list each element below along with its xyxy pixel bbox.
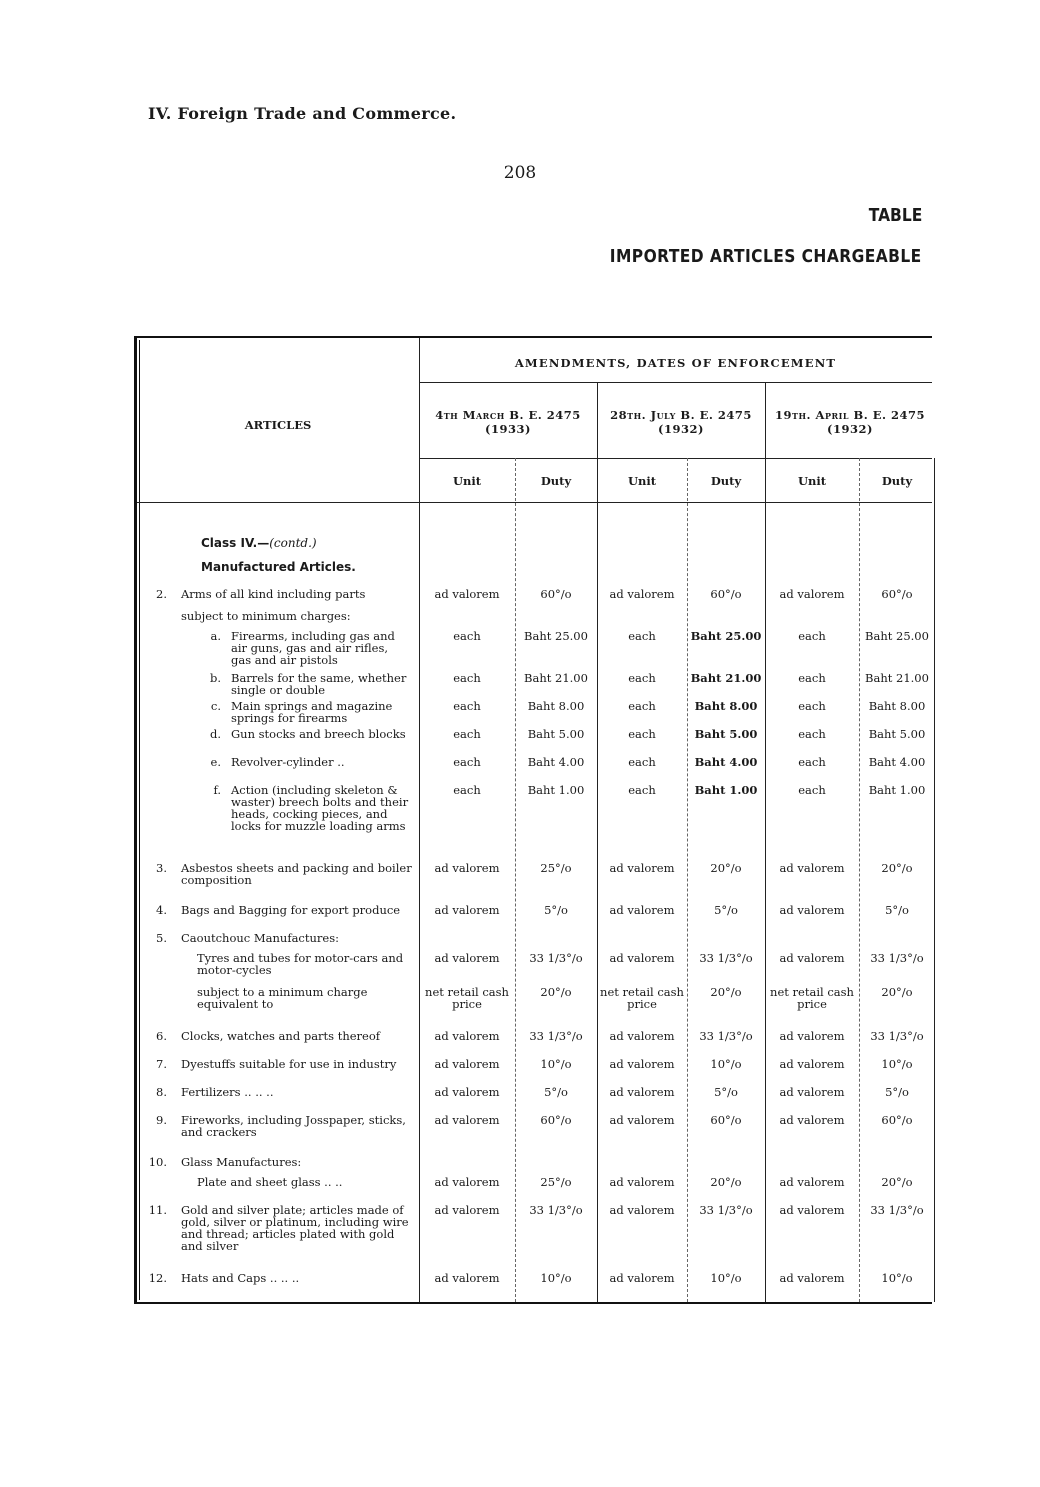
- duty-cell: 33 1/3°/o: [870, 951, 924, 965]
- date-col-2: [597, 408, 765, 436]
- unit-cell: ad valorem: [779, 861, 845, 875]
- article-text: Gold and silver plate; articles made of gold, silver or platinum, including wire and thread; articles plated with gold and silver: [181, 1203, 409, 1253]
- article-text: Main springs and magazine springs for firearms: [231, 699, 393, 725]
- article-text: Gun stocks and breech blocks: [231, 727, 406, 741]
- duty-cell: Baht 5.00: [868, 727, 926, 741]
- duty-cell: 5°/o: [544, 1085, 568, 1099]
- duty-cell: Baht 8.00: [694, 699, 758, 713]
- duty-cell: Baht 4.00: [527, 755, 585, 769]
- amendments-header: AMENDMENTS, DATES OF ENFORCEMENT: [514, 356, 837, 370]
- duty-cell: 60°/o: [710, 587, 742, 601]
- unit-cell: ad valorem: [609, 1203, 675, 1217]
- unit-cell: each: [453, 671, 481, 685]
- duty-header-1: Duty: [540, 474, 572, 488]
- article-text: Caoutchouc Manufactures:: [181, 931, 339, 945]
- duty-cell: 5°/o: [714, 903, 738, 917]
- article-text: Clocks, watches and parts thereof: [181, 1029, 381, 1043]
- unit-cell: ad valorem: [434, 1113, 500, 1127]
- duty-cell: 25°/o: [540, 861, 572, 875]
- unit-cell: ad valorem: [609, 1085, 675, 1099]
- article-text: Asbestos sheets and packing and boiler composition: [181, 861, 412, 887]
- date-col-3-date: 19th. April B. E. 2475: [775, 408, 925, 422]
- article-text: Glass Manufactures:: [181, 1155, 302, 1169]
- item-number: 3.: [156, 861, 167, 875]
- duty-cell: 20°/o: [881, 861, 913, 875]
- unit-cell: each: [628, 629, 656, 643]
- duty-cell: 25°/o: [540, 1175, 572, 1189]
- unit-cell: ad valorem: [434, 1175, 500, 1189]
- item-letter: d.: [209, 727, 221, 741]
- unit-cell: each: [798, 755, 826, 769]
- unit-cell: ad valorem: [434, 1203, 500, 1217]
- duty-cell: 20°/o: [710, 985, 742, 999]
- duty-cell: 5°/o: [885, 1085, 909, 1099]
- duty-cell: Baht 21.00: [865, 671, 929, 685]
- unit-cell: each: [628, 727, 656, 741]
- duty-cell: 60°/o: [881, 587, 913, 601]
- unit-cell: ad valorem: [434, 1057, 500, 1071]
- duty-cell: 60°/o: [540, 1113, 572, 1127]
- unit-cell: ad valorem: [779, 1029, 845, 1043]
- article-text: Revolver-cylinder ..: [231, 755, 345, 769]
- article-text: Fireworks, including Josspaper, sticks, and crackers: [181, 1113, 406, 1139]
- class-heading-label: Class IV.—: [201, 536, 270, 550]
- unit-cell: each: [798, 671, 826, 685]
- unit-cell: net retail cash price: [770, 985, 854, 1011]
- unit-cell: ad valorem: [779, 587, 845, 601]
- unit-cell: ad valorem: [779, 1113, 845, 1127]
- duty-cell: 33 1/3°/o: [699, 951, 753, 965]
- duty-cell: 60°/o: [710, 1113, 742, 1127]
- duty-header-3: Duty: [881, 474, 913, 488]
- article-text: subject to minimum charges:: [181, 609, 351, 623]
- duty-cell: 33 1/3°/o: [699, 1203, 753, 1217]
- duty-cell: Baht 1.00: [694, 783, 758, 797]
- unit-cell: net retail cash price: [425, 985, 509, 1011]
- article-text: Barrels for the same, whether single or double: [231, 671, 407, 697]
- table-label: TABLE: [868, 205, 922, 226]
- duty-cell: Baht 1.00: [868, 783, 926, 797]
- duty-cell: Baht 5.00: [694, 727, 758, 741]
- unit-cell: ad valorem: [434, 861, 500, 875]
- article-text: Hats and Caps .. .. ..: [181, 1271, 300, 1285]
- unit-cell: each: [628, 671, 656, 685]
- duty-cell: 33 1/3°/o: [870, 1203, 924, 1217]
- unit-cell: ad valorem: [609, 1113, 675, 1127]
- unit-cell: each: [453, 727, 481, 741]
- unit-cell: each: [798, 629, 826, 643]
- unit-cell: ad valorem: [609, 1057, 675, 1071]
- unit-cell: ad valorem: [609, 1271, 675, 1285]
- class-subheading: Manufactured Articles.: [201, 560, 356, 574]
- article-text: Tyres and tubes for motor-cars and motor-cycles: [197, 951, 404, 977]
- unit-cell: ad valorem: [609, 1029, 675, 1043]
- duty-cell: 10°/o: [881, 1057, 913, 1071]
- item-number: 12.: [148, 1271, 167, 1285]
- unit-header-2: Unit: [627, 474, 657, 488]
- duty-cell: 20°/o: [710, 861, 742, 875]
- duty-cell: 5°/o: [544, 903, 568, 917]
- duty-cell: 10°/o: [540, 1057, 572, 1071]
- article-text: Fertilizers .. .. ..: [181, 1085, 274, 1099]
- article-text: Firearms, including gas and air guns, gas and air rifles, gas and air pistols: [231, 629, 395, 667]
- unit-cell: ad valorem: [779, 951, 845, 965]
- unit-cell: ad valorem: [434, 1085, 500, 1099]
- item-letter: b.: [209, 671, 221, 685]
- duty-cell: Baht 8.00: [868, 699, 926, 713]
- duty-cell: 5°/o: [714, 1085, 738, 1099]
- unit-cell: net retail cash price: [600, 985, 684, 1011]
- duty-header-2: Duty: [710, 474, 742, 488]
- date-col-3-year: (1932): [827, 422, 873, 436]
- unit-cell: ad valorem: [434, 1029, 500, 1043]
- unit-cell: ad valorem: [434, 587, 500, 601]
- class-heading-contd: (contd.): [269, 536, 317, 550]
- duty-cell: 33 1/3°/o: [870, 1029, 924, 1043]
- duty-cell: 10°/o: [710, 1057, 742, 1071]
- article-text: Bags and Bagging for export produce: [181, 903, 401, 917]
- unit-cell: ad valorem: [609, 951, 675, 965]
- duty-cell: Baht 25.00: [690, 629, 762, 643]
- date-col-1-date: 4th March B. E. 2475: [435, 408, 581, 422]
- unit-cell: ad valorem: [779, 1203, 845, 1217]
- unit-cell: each: [453, 699, 481, 713]
- duty-cell: 10°/o: [540, 1271, 572, 1285]
- date-col-1-year: (1933): [485, 422, 531, 436]
- duty-cell: 20°/o: [881, 1175, 913, 1189]
- page-number: 208: [503, 163, 537, 183]
- duty-cell: 20°/o: [710, 1175, 742, 1189]
- article-text: Action (including skeleton & waster) breech bolts and their heads, cocking pieces, and locks for muzzle loading arms: [231, 783, 409, 833]
- unit-cell: ad valorem: [609, 1175, 675, 1189]
- duty-cell: 33 1/3°/o: [699, 1029, 753, 1043]
- unit-header-1: Unit: [452, 474, 482, 488]
- duty-cell: 33 1/3°/o: [529, 1029, 583, 1043]
- class-heading: [201, 536, 317, 550]
- unit-cell: each: [798, 783, 826, 797]
- item-letter: f.: [213, 783, 221, 797]
- unit-cell: ad valorem: [779, 1271, 845, 1285]
- articles-header: ARTICLES: [244, 418, 312, 432]
- section-title: IV. Foreign Trade and Commerce.: [148, 104, 457, 123]
- date-col-2-year: (1932): [658, 422, 704, 436]
- duty-cell: 60°/o: [881, 1113, 913, 1127]
- duty-cell: 33 1/3°/o: [529, 951, 583, 965]
- duty-cell: 20°/o: [540, 985, 572, 999]
- unit-cell: ad valorem: [434, 951, 500, 965]
- duty-cell: Baht 21.00: [524, 671, 588, 685]
- duty-cell: Baht 25.00: [524, 629, 588, 643]
- unit-cell: ad valorem: [434, 903, 500, 917]
- unit-cell: ad valorem: [779, 1175, 845, 1189]
- unit-cell: ad valorem: [434, 1271, 500, 1285]
- item-number: 6.: [156, 1029, 167, 1043]
- duty-cell: Baht 21.00: [690, 671, 762, 685]
- duty-cell: 33 1/3°/o: [529, 1203, 583, 1217]
- unit-cell: each: [453, 783, 481, 797]
- unit-cell: ad valorem: [609, 587, 675, 601]
- item-number: 11.: [148, 1203, 167, 1217]
- item-number: 4.: [156, 903, 167, 917]
- item-number: 5.: [156, 931, 167, 945]
- unit-cell: ad valorem: [609, 861, 675, 875]
- table-subtitle: IMPORTED ARTICLES CHARGEABLE: [610, 246, 922, 267]
- duty-cell: Baht 4.00: [694, 755, 758, 769]
- item-number: 8.: [156, 1085, 167, 1099]
- duty-cell: 20°/o: [881, 985, 913, 999]
- item-letter: e.: [210, 755, 221, 769]
- unit-cell: each: [453, 755, 481, 769]
- date-col-1: [419, 408, 597, 436]
- unit-cell: each: [798, 699, 826, 713]
- item-number: 7.: [156, 1057, 167, 1071]
- item-number: 10.: [148, 1155, 167, 1169]
- item-number: 9.: [156, 1113, 167, 1127]
- tariff-table: [134, 336, 932, 1304]
- duty-cell: Baht 1.00: [527, 783, 585, 797]
- item-letter: a.: [210, 629, 221, 643]
- item-letter: c.: [210, 699, 221, 713]
- duty-cell: Baht 25.00: [865, 629, 929, 643]
- article-text: Arms of all kind including parts: [181, 587, 366, 601]
- unit-cell: ad valorem: [779, 1085, 845, 1099]
- unit-cell: each: [798, 727, 826, 741]
- duty-cell: 10°/o: [881, 1271, 913, 1285]
- duty-cell: Baht 5.00: [527, 727, 585, 741]
- article-text: Plate and sheet glass .. ..: [197, 1175, 343, 1189]
- duty-cell: Baht 4.00: [868, 755, 926, 769]
- date-col-3: [765, 408, 935, 436]
- unit-cell: each: [628, 699, 656, 713]
- item-number: 2.: [156, 587, 167, 601]
- duty-cell: Baht 8.00: [527, 699, 585, 713]
- duty-cell: 5°/o: [885, 903, 909, 917]
- unit-cell: each: [628, 783, 656, 797]
- unit-cell: each: [453, 629, 481, 643]
- article-text: subject to a minimum charge equivalent to: [197, 985, 368, 1011]
- date-col-2-date: 28th. July B. E. 2475: [610, 408, 752, 422]
- duty-cell: 10°/o: [710, 1271, 742, 1285]
- unit-cell: each: [628, 755, 656, 769]
- unit-header-3: Unit: [797, 474, 827, 488]
- unit-cell: ad valorem: [779, 1057, 845, 1071]
- unit-cell: ad valorem: [609, 903, 675, 917]
- article-text: Dyestuffs suitable for use in industry: [181, 1057, 397, 1071]
- duty-cell: 60°/o: [540, 587, 572, 601]
- unit-cell: ad valorem: [779, 903, 845, 917]
